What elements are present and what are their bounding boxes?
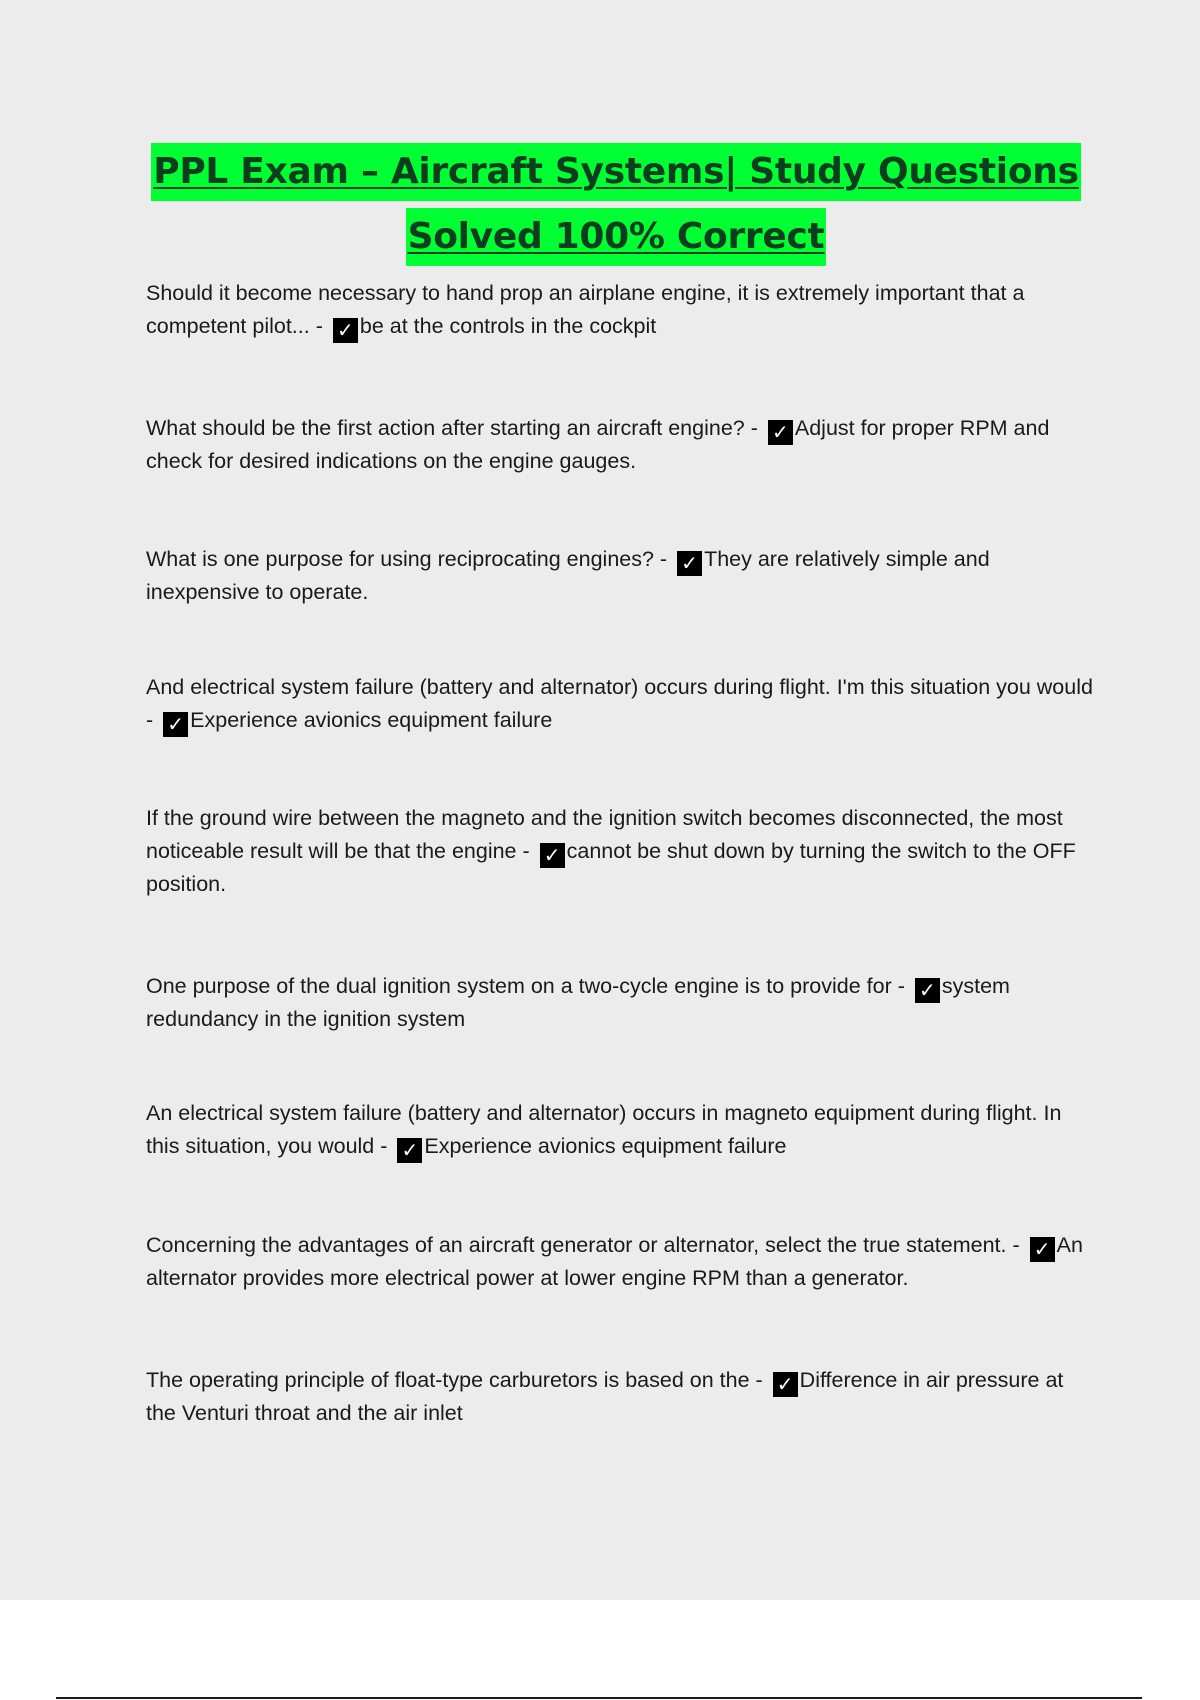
answer-text: system redundancy in the ignition system [146,974,1010,1031]
question-item [146,970,1096,1036]
checkmark-icon: ✓ [540,843,565,868]
question-text: And electrical system failure (battery and alternator) occurs during flight. I'm this situation you would - [146,675,1093,732]
question-text: An electrical system failure (battery and alternator) occurs in magneto equipment during flight. In this situation, you would - [146,1101,1062,1158]
question-item [146,277,1096,343]
checkmark-icon: ✓ [768,420,793,445]
question-item [146,1229,1096,1295]
checkmark-icon: ✓ [773,1372,798,1397]
answer-text: cannot be shut down by turning the switch to the OFF position. [146,839,1076,896]
checkmark-icon: ✓ [915,978,940,1003]
question-item [146,1364,1096,1430]
checkmark-icon: ✓ [1030,1237,1055,1262]
answer-text: Experience avionics equipment failure [424,1134,787,1158]
document-title [0,143,1200,273]
question-item [146,802,1096,901]
answer-text: Difference in air pressure at the Venturi throat and the air inlet [146,1368,1064,1425]
question-text: If the ground wire between the magneto and the ignition switch becomes disconnected, the most noticeable result will be that the engine - [146,806,1063,863]
checkmark-icon: ✓ [677,551,702,576]
question-text: The operating principle of float-type carburetors is based on the - [146,1368,763,1392]
footer-divider [56,1697,1142,1699]
answer-text: be at the controls in the cockpit [359,314,657,338]
question-item [146,671,1096,737]
question-item [146,1097,1096,1163]
question-text: What is one purpose for using reciprocating engines? - [146,547,668,571]
checkmark-icon: ✓ [163,712,188,737]
answer-text: Adjust for proper RPM and check for desired indications on the engine gauges. [146,416,1050,473]
title-line-1: PPL Exam – Aircraft Systems| Study Questions [151,143,1081,201]
answer-text: An alternator provides more electrical power at lower engine RPM than a generator. [146,1233,1083,1290]
checkmark-icon: ✓ [333,318,358,343]
answer-text: Experience avionics equipment failure [190,708,553,732]
question-text: Should it become necessary to hand prop an airplane engine, it is extremely important that a competent pilot... - [146,281,1025,338]
question-item [146,543,1096,609]
question-text: Concerning the advantages of an aircraft generator or alternator, select the true statement. - [146,1233,1020,1257]
question-item [146,412,1096,478]
question-text: One purpose of the dual ignition system on a two-cycle engine is to provide for - [146,974,905,998]
title-line-2: Solved 100% Correct [406,208,827,266]
checkmark-icon: ✓ [397,1138,422,1163]
question-text: What should be the first action after starting an aircraft engine? - [146,416,758,440]
answer-text: They are relatively simple and inexpensive to operate. [146,547,990,604]
